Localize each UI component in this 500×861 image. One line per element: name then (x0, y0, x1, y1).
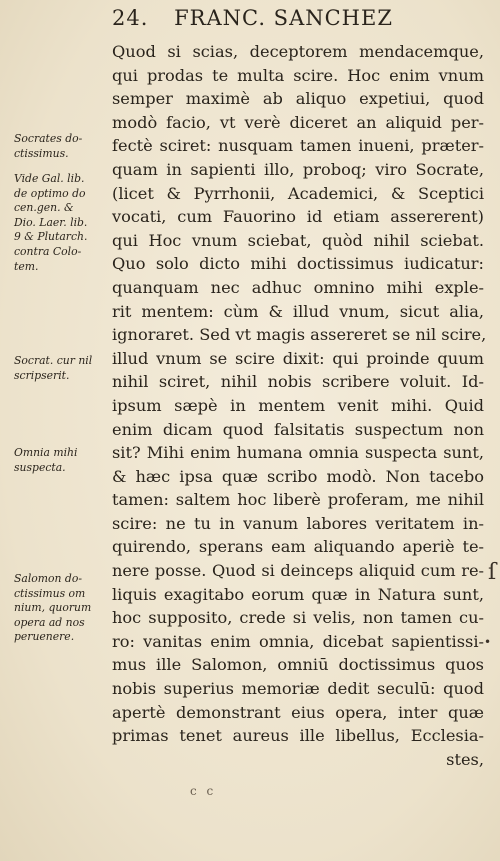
margin-note-line: suspecta. (14, 460, 66, 474)
margin-note-salomon (14, 572, 110, 645)
margin-note-line: Vide Gal. lib. (14, 172, 85, 185)
text-line: sit? Mihi enim humana omnia suspecta sunt, (112, 443, 484, 463)
margin-note-line: Omnia mihi (14, 446, 78, 459)
text-line: tamen: saltem hoc liberè proferam, me nihil (112, 490, 484, 510)
text-line: nobis superius memoriæ dedit seculū: quod (112, 679, 484, 699)
text-line: apertè demonstrant eius opera, inter quæ (112, 702, 484, 722)
margin-note-line: scripserit. (14, 368, 70, 382)
text-line: liquis exagitabo eorum quæ in Natura sunt, (112, 584, 484, 604)
margin-note-line: Dio. Laer. lib. (14, 215, 88, 229)
text-line: qui prodas te multa scire. Hoc enim vnum (112, 65, 484, 85)
text-line: (licet & Pyrrhonii, Academici, & Sceptici (112, 183, 484, 203)
text-line: ignoraret. Sed vt magis assereret se nil scire, (112, 325, 487, 345)
ink-dot: • (484, 635, 492, 649)
text-line: vocati, cum Fauorino id etiam assererent) (112, 207, 484, 227)
margin-note-line: Socrates do- (14, 132, 83, 145)
text-line: ipsum sæpè in mentem venit mihi. Quid (112, 395, 484, 415)
margin-note-socrates (14, 132, 110, 161)
text-line-catchword: stes, (446, 749, 484, 769)
text-line: hoc supposito, crede si velis, non tamen cu- (112, 608, 484, 628)
margin-note-omnia-suspecta (14, 446, 110, 475)
text-line: modò facio, vt verè diceret an aliquid per- (112, 112, 484, 132)
margin-note-line: tem. (14, 259, 39, 273)
margin-note-line: contra Colo- (14, 244, 82, 258)
text-line: & hæc ipsa quæ scribo modò. Non tacebo (112, 466, 484, 486)
margin-note-line: opera ad nos (14, 615, 85, 629)
text-line: qui Hoc vnum sciebat, quòd nihil sciebat. (112, 230, 484, 250)
text-line: scire: ne tu in vanum labores veritatem in- (112, 513, 484, 533)
text-line: semper maximè ab aliquo expetiui, quod (112, 89, 484, 109)
text-line: nihil sciret, nihil nobis scribere voluit. Id- (112, 372, 484, 392)
margin-note-socrates-nil-scripsit (14, 354, 110, 383)
text-line: fectè sciret: nusquam tamen inueni, præter- (112, 136, 484, 156)
main-text-block (112, 40, 487, 771)
text-line: ro: vanitas enim omnia, dicebat sapientissi- (112, 631, 484, 651)
text-line: nere posse. Quod si deinceps aliquid cum re- (112, 561, 484, 581)
running-title: FRANC. SANCHEZ (174, 6, 393, 30)
text-line: mus ille Salomon, omniū doctissimus quos (112, 655, 484, 675)
text-line: Quo solo dicto mihi doctissimus iudicatur: (112, 254, 484, 274)
margin-note-line: peruenere. (14, 630, 75, 644)
text-line: quam in sapienti illo, proboq; viro Socrate, (112, 159, 484, 179)
margin-note-line: cen.gen. & (14, 201, 74, 215)
margin-note-references (14, 172, 110, 274)
margin-note-line: nium, quorum (14, 601, 92, 615)
text-line: primas tenet aureus ille libellus, Ecclesia- (112, 726, 484, 746)
text-line: Quod si scias, deceptorem mendacemque, (112, 42, 484, 61)
margin-note-line: de optimo do (14, 186, 86, 200)
margin-note-line: Salomon do- (14, 572, 82, 585)
margin-note-line: ctissimus om (14, 586, 86, 600)
text-line: quirendo, sperans eam aliquando aperiè te- (112, 537, 484, 557)
signature-mark: c c (190, 784, 217, 798)
text-line: rit mentem: cùm & illud vnum, sicut alia, (112, 301, 484, 321)
ink-mark: ſ (488, 560, 497, 585)
page-header (112, 6, 393, 30)
margin-note-line: Socrat. cur nil (14, 354, 93, 367)
margin-note-line: ctissimus. (14, 146, 69, 160)
text-line: enim dicam quod falsitatis suspectum non (112, 419, 484, 439)
margin-note-line: 9 & Plutarch. (14, 230, 88, 244)
text-line: illud vnum se scire dixit: qui proinde quum (112, 348, 484, 368)
page-number: 24. (112, 6, 149, 30)
text-line: quanquam nec adhuc omnino mihi exple- (112, 277, 484, 297)
